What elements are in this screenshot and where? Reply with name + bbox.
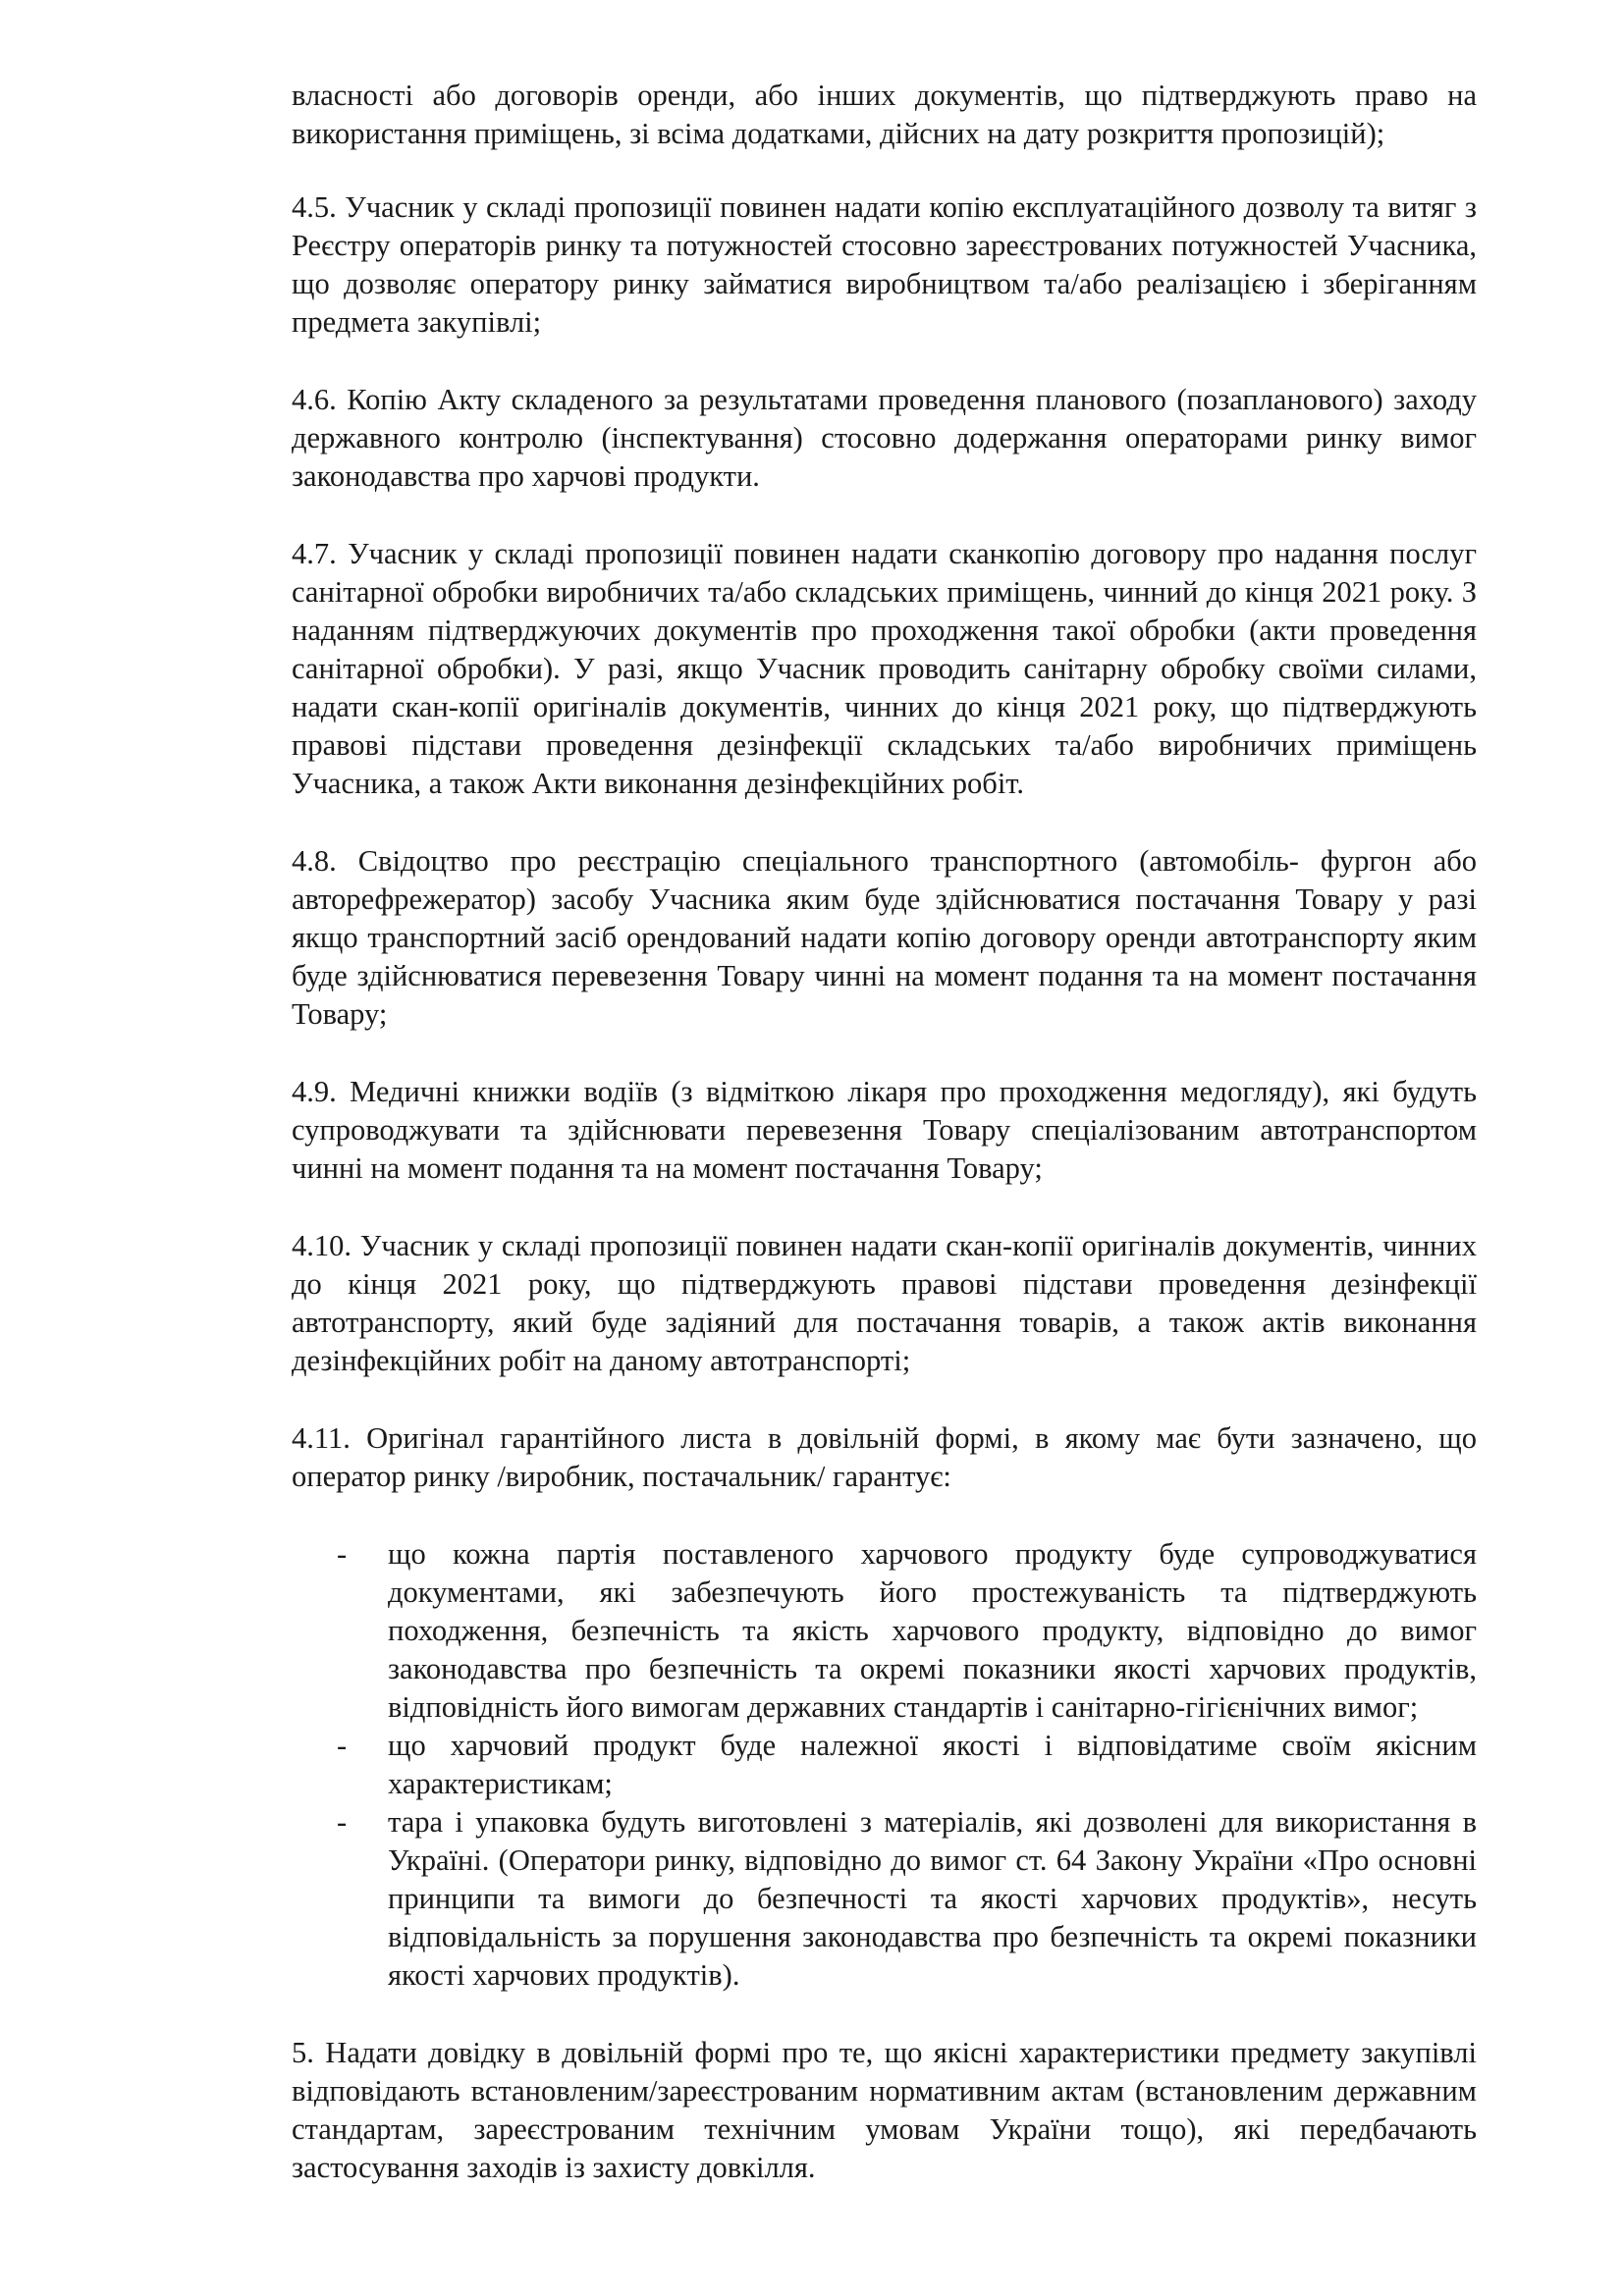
paragraph-4-6: 4.6. Копію Акту складеного за результатами проведення планового (позапланового) заходу державного контролю (інспектування) стосовно додержання операторами ринку вимог законодавства про харчові продукти. xyxy=(292,383,1477,493)
list-item-text: що кожна партія поставленого харчового продукту буде супроводжуватися документами, які забезпечують його простежуваність та підтверджують походження, безпечність та якість харчового продукту, відповідно до вимог законодавства про безпечність та окремі показники якості харчових продуктів, відповідність його вимогам державних стандартів і санітарно-гігієнічних вимог; xyxy=(388,1537,1477,1724)
paragraph-4-8: 4.8. Свідоцтво про реєстрацію спеціального транспортного (автомобіль- фургон або авторефрежератор) засобу Учасника яким буде здійснюватися постачання Товару у разі якщо транспортний засіб орендований надати копію договору оренди автотранспорту яким буде здійснюватися перевезення Товару чинні на момент подання та на момент постачання Товару; xyxy=(292,844,1477,1031)
list-item xyxy=(292,1803,1477,1995)
list-item xyxy=(292,1535,1477,1727)
list-item-text: тара і упаковка будуть виготовлені з матеріалів, які дозволені для використання в Україні. (Оператори ринку, відповідно до вимог ст. 64 Закону України «Про основні принципи та вимоги до безпечності та якості харчових продуктів», несуть відповідальність за порушення законодавства про безпечність та окремі показники якості харчових продуктів). xyxy=(388,1805,1477,1992)
paragraph-4-9: 4.9. Медичні книжки водіїв (з відміткою лікаря про проходження медогляду), які будуть супроводжувати та здійснювати перевезення Товару спеціалізованим автотранспортом чинні на момент подання та на момент постачання Товару; xyxy=(292,1075,1477,1185)
paragraph-4-10: 4.10. Учасник у складі пропозиції повинен надати скан-копії оригіналів документів, чинних до кінця 2021 року, що підтверджують правові підстави проведення дезінфекції автотранспорту, який буде задіяний для постачання товарів, а також актів виконання дезінфекційних робіт на даному автотранспорті; xyxy=(292,1229,1477,1377)
guarantee-list xyxy=(292,1535,1477,1995)
paragraph-4-11: 4.11. Оригінал гарантійного листа в довільній формі, в якому має бути зазначено, що оператор ринку /виробник, постачальник/ гарантує: xyxy=(292,1421,1477,1493)
list-item-text: що харчовий продукт буде належної якості і відповідатиме своїм якісним характеристикам; xyxy=(388,1729,1477,1800)
paragraph-4-7: 4.7. Учасник у складі пропозиції повинен надати сканкопію договору про надання послуг санітарної обробки виробничих та/або складських приміщень, чинний до кінця 2021 року. З наданням підтверджуючих документів про проходження такої обробки (акти проведення санітарної обробки). У разі, якщо Учасник проводить санітарну обробку своїми силами, надати скан-копії оригіналів документів, чинних до кінця 2021 року, що підтверджують правові підстави проведення дезінфекції складських та/або виробничих приміщень Учасника, а також Акти виконання дезінфекційних робіт. xyxy=(292,537,1477,800)
paragraph-premises-continuation: власності або договорів оренди, або інших документів, що підтверджують право на використання приміщень, зі всіма додатками, дійсних на дату розкриття пропозицій); xyxy=(292,79,1477,150)
bullet-dash: - xyxy=(337,1537,348,1571)
bullet-dash: - xyxy=(337,1805,348,1839)
paragraph-5: 5. Надати довідку в довільній формі про те, що якісні характеристики предмету закупівлі відповідають встановленим/зареєстрованим нормативним актам (встановленим державним стандартам, зареєстрованим технічним умовам України тощо), які передбачають застосування заходів із захисту довкілля. xyxy=(292,2036,1477,2184)
document-page xyxy=(292,77,1477,2226)
list-item xyxy=(292,1727,1477,1803)
paragraph-4-5: 4.5. Учасник у складі пропозиції повинен надати копію експлуатаційного дозволу та витяг з Реєстру операторів ринку та потужностей стосовно зареєстрованих потужностей Учасника, що дозволяє оператору ринку займатися виробництвом та/або реалізацією і зберіганням предмета закупівлі; xyxy=(292,190,1477,339)
bullet-dash: - xyxy=(337,1729,348,1762)
